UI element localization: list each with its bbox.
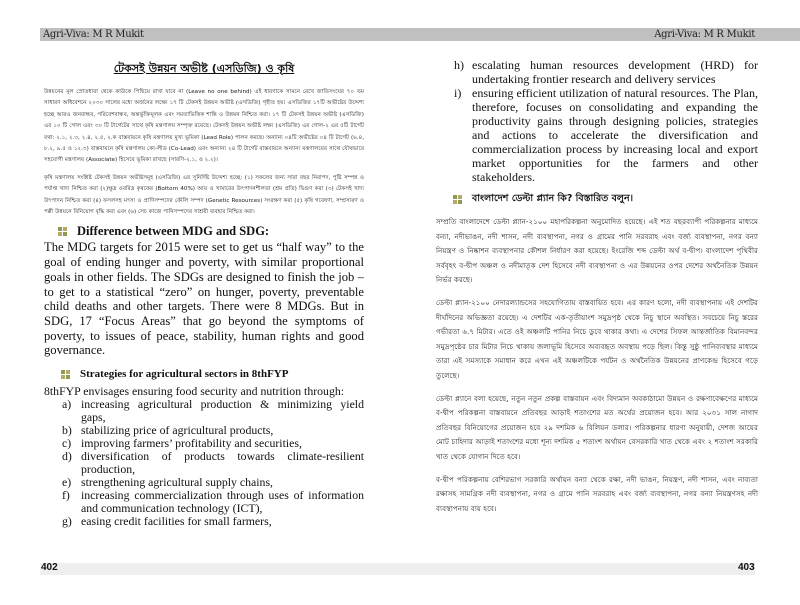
bn-section-title: টেকসই উন্নয়ন অভীষ্ট (এসডিজি) ও কৃষি <box>113 62 295 75</box>
list-item <box>454 58 758 86</box>
list-item-text: stabilizing price of agricultural products, <box>81 423 274 438</box>
strategies-intro: 8thFYP envisages ensuring food security and nutrition through: <box>44 384 345 399</box>
page-number-right: 403 <box>738 562 755 573</box>
list-marker: e) <box>62 475 72 490</box>
bn-paragraph: ব-দ্বীপ পরিকল্পনায় বেশিরভাগ সরকারি অর্থায়ন বন্যা থেকে রক্ষা, নদী ভাঙন, নিয়ন্ত্রণ, নদী শাসন, এবং নাব্যতা রক্ষাসহ সামগ্রিক নদী ব্যবস্থাপনা, নগর ও গ্রামে পানি সরবরাহ এবং বর্জ্য ব্যবস্থাপনা, নগর বন্যা নিয়ন্ত্রণসহ নদী ব্যবস্থাপনায় ব্যয় হবে। <box>436 474 758 513</box>
section-heading-delta-plan <box>453 192 758 207</box>
list-item-text: escalating human resources development (HRD) for undertaking frontier research and delivery services <box>472 58 758 86</box>
bn-paragraph: উন্নয়নের মূল স্রোতধারা থেকে কাউকে পিছিয়ে রাখা যাবে না (Leave no one behind) এই ধারণাকে সামনে রেখে জাতিসংঘের ৭০ তম সাধারণ অধিবেশনে ২০৩০ সালের মধ্যে অর্জনের লক্ষ্যে ১৭ টি টেকসই উন্নয়ন অভীষ্ট (এসডিজি) গৃহীত হয়। এসডিজির ১৭টি অভীষ্টের উদ্দেশ্য হচ্ছে আরও জনবান্ধব, পরিবেশবান্ধব, অন্তর্ভুক্তিমূলক এবং সমতাভিত্তিক শান্তি ও উন্নয়ন নিশ্চিত করা। ১৭ টি টেকসই উন্নয়ন অভীষ্ট (এসডিজি) এর ১০ টি গোল এবং ৩০ টি টার্গেটের সাথে কৃষি মন্ত্রণালয় সম্পৃক্ত রয়েছে। টেকসই উন্নয়ন অভীষ্ট লক্ষ্য (এসডিজি) এর গোল-২ এর ৫টি টার্গেট যথা: ২.১, ২.৩, ২.৪, ২.৫, ২.ক বাস্তবায়নে কৃষি মন্ত্রণালয় মুখ্য ভূমিকা (Lead Role) পালন করছে। অন্যান্য ০৪টি অভীষ্টের ০৪ টি টার্গেট (৬.৪, ৮.২, ৯.৫ ও ১২.৩) বাস্তবায়নে কৃষি মন্ত্রণালয় কো-লীড (Co-Lead) এবং অন্যান্য ২৪ টি টার্গেট বাস্তবায়নে অন্যান্য মন্ত্রণালয়ের সাথে যৌথভাবে সহযোগী মন্ত্রণালয় (Associate) হিসেবে ভূমিকা রাখছে (সারণি-২.১, ও ২.২)। <box>44 89 364 164</box>
list-marker: h) <box>454 58 464 72</box>
strategies-list-continued <box>436 58 758 184</box>
section-heading-text: বাংলাদেশ ডেল্টা প্ল্যান কি? বিস্তারিত বলুন। <box>472 193 634 204</box>
list-marker: c) <box>62 436 72 451</box>
list-item-text: diversification of products towards climate-resilient production, <box>81 449 364 477</box>
section-heading-text: Difference between MDG and SDG: <box>77 224 270 239</box>
list-marker: a) <box>62 397 72 412</box>
bn-paragraph: ডেল্টা প্ল্যান-২১০০ নেদারল্যান্ডসের সহযোগিতায় বাস্তবায়িত হবে। এর কারণ হলো, নদী ব্যবস্থাপনায় এই দেশটির দীর্ঘদিনের অভিজ্ঞতা রয়েছে। এ দেশটির এক-তৃতীয়াংশ সমুদ্রপৃষ্ঠ থেকে নিচু স্থানে অবস্থিত। সবচেয়ে নিচু স্তরের গভীরতা ৬.৭ মিটার। এতে ওই অঞ্চলটি পানির নিচে ডুবে থাকার কথা। এ দেশের সিফল আন্তর্জাতিক বিমানবন্দর সমুদ্রপৃষ্ঠের চার মিটার নিচে থাকায় জলাভূমি হিসেবে অব্যবহৃত অবস্থায় পড়ে ছিল। কিন্তু সুষ্ঠু পানিব্যবস্থার মাধ্যমে তারা এই সমস্যাকে সমাধান করে এখন এই অঞ্চলটিকে পর্যটন ও অর্থনৈতিক উন্নয়নের প্রাণকেন্দ্র হিসেবে গড়ে তুলেছে। <box>436 297 758 380</box>
list-item-text: increasing agricultural production & minimizing yield gaps, <box>81 397 364 425</box>
list-item <box>62 398 364 424</box>
list-item-text: improving farmers’ profitability and securities, <box>81 436 302 451</box>
grid-bullet-icon <box>61 370 70 379</box>
list-marker: f) <box>62 488 70 503</box>
bn-paragraph: সম্প্রতি বাংলাদেশে ডেল্টা প্ল্যান-২১০০ মহাপরিকল্পনা অনুমোদিত হয়েছে। এই শত বছরব্যাপী পরিকল্পনার মাধ্যমে বন্যা, নদীভাঙন, নদী শাসন, নদী ব্যবস্থাপনা, নগর ও গ্রামের পানি সরবরাহ এবং বর্জ্য ব্যবস্থাপনা, নগর বন্যা নিয়ন্ত্রণ ও নিষ্কাশন ব্যবস্থাপনার কৌশল নির্ধারণ করা হয়েছে। ইংরেজি শব্দ ডেল্টা অর্থ ব-দ্বীপ। বাংলাদেশ পৃথিবীর সর্ববৃহৎ ব-দ্বীপ অঞ্চল ও নদীমাতৃক দেশ হিসেবে নদী ব্যবস্থাপনা ও এর উন্নয়নের ওপর দেশের অর্থনৈতিক উন্নয়ন নির্ভর করছে। <box>436 217 758 285</box>
left-page <box>44 60 364 528</box>
section-heading-mdg-sdg <box>58 224 364 239</box>
running-header-left: Agri-Viva: M R Mukit <box>43 29 144 40</box>
list-marker: b) <box>62 423 72 438</box>
list-marker: g) <box>62 514 72 529</box>
page-number-left: 402 <box>41 562 58 573</box>
list-item-text: strengthening agricultural supply chains, <box>81 475 273 490</box>
list-item <box>62 515 364 528</box>
list-item-text: ensuring efficient utilization of natural resources. The Plan, therefore, focuses on consolidating and expanding the productivity gains through designing policies, strategies and actions to accelerate the diversification and commercialization process by increasing local and export market opportunities for the farmers and other stakeholders. <box>472 86 758 184</box>
list-marker: d) <box>62 449 72 464</box>
grid-bullet-icon <box>453 195 462 204</box>
list-item-text: easing credit facilities for small farmers, <box>81 514 272 529</box>
strategies-list <box>44 398 364 528</box>
grid-bullet-icon <box>58 227 67 236</box>
right-page <box>436 58 758 524</box>
running-header-right: Agri-Viva: M R Mukit <box>654 29 755 40</box>
section-heading-text: Strategies for agricultural sectors in 8thFYP <box>80 368 289 381</box>
bn-paragraph: ডেল্টা প্ল্যানে বলা হয়েছে, নতুন নতুন প্রকল্প বাস্তবায়ন এবং বিদ্যমান অবকাঠামো উন্নয়ন ও রক্ষণাবেক্ষণের মাধ্যমে ব-দ্বীপ পরিকল্পনা বাস্তবায়নে প্রতিবছর আড়াই শতাংশের মত অর্থের প্রয়োজন হবে। আর ২০৩১ সাল নাগাদ প্রতিবছর বিনিয়োগের প্রয়োজন হবে ২৯ দশমিক ৬ বিলিয়ন ডলার। পরিকল্পনার ধারণা অনুযায়ী, দেশজ আয়ের মোট চাহিদার আড়াই শতাংশের মধ্যে শূন্য দশমিক ৫ শতাংশ অর্থায়ন বেসরকারি খাত থেকে এবং ২ শতাংশ সরকারি খাত থেকে যোগান দিতে হবে। <box>436 393 758 461</box>
list-item-text: increasing commercialization through uses of information and communication technology (ICT), <box>81 488 364 516</box>
section-heading-strategies <box>61 368 364 380</box>
list-marker: i) <box>454 86 462 100</box>
running-footer-bar <box>40 563 755 575</box>
mdg-sdg-paragraph: The MDG targets for 2015 were set to get us “half way” to the goal of ending hunger and poverty, with similar proportional goals in other fields. The SDGs are designed to finish the job –to get to a statistical “zero” on hunger, poverty, preventable child deaths and other targets. There were 8 MDGs. But in SDG, 17 “Focus Areas” that go beyond the symptoms of poverty, to issues of peace, stability, human rights and good governance. <box>44 240 364 358</box>
list-item <box>62 489 364 515</box>
bn-paragraph: কৃষি মন্ত্রণালয় সংশ্লিষ্ট টেকসই উন্নয়ন অভীষ্টসমূহ (এসডিজি) এর সুনির্দিষ্ট উদ্দেশ্য হচ্ছে: (১) সকলের জন্য সারা বছর নিরাপদ, পুষ্টি সম্পন্ন ও পর্যাপ্ত খাদ্য নিশ্চিত করা (২)ক্ষুদ্র ওবরিদ্র কৃষকের (Bottom 40%) আয় ও খামারের উৎপাদনশীলতা (শ্রম প্রতি) দ্বিগুণ করা (৩) টেকসই খাদ্য উৎপাদন নিশ্চিত করা (৪) ফসলসহ মৎস্য ও প্রাণিসম্পদের কৌলি সম্পদ (Genetic Resources) সংরক্ষণ করা (৫) কৃষি গবেষণা, সম্প্রসারণ ও পল্লী উন্নয়নে বিনিয়োগ বৃদ্ধি করা এবং (৬) সেচ কাজে পানিসম্পদের সাশ্রয়ী ব্যবহার নিশ্চিত করা। <box>44 174 364 216</box>
list-item <box>62 450 364 476</box>
list-item <box>454 86 758 184</box>
